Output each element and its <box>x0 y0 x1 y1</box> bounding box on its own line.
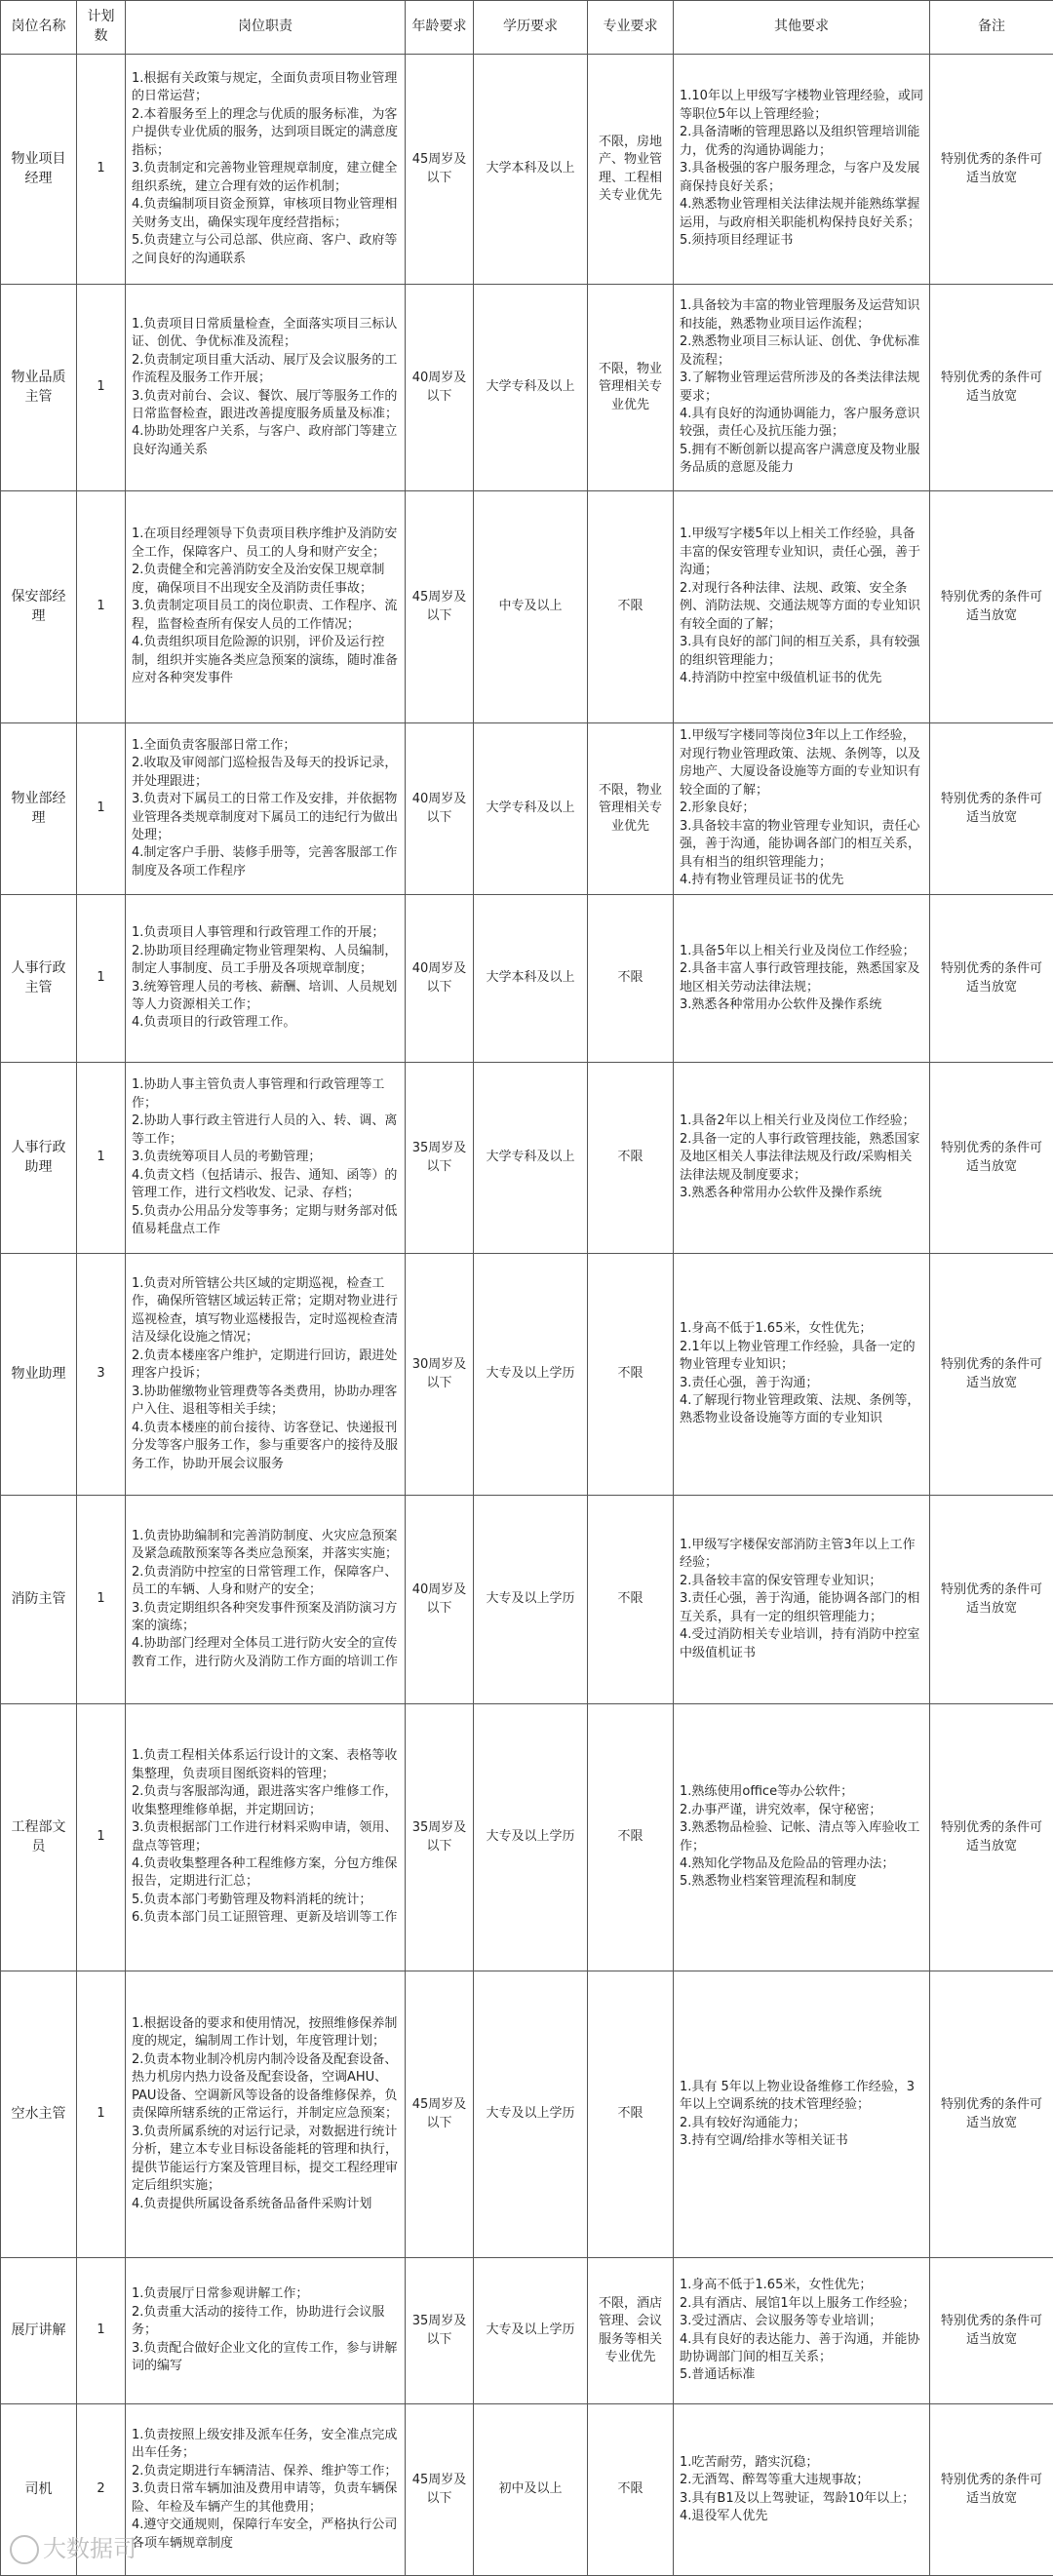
duties-cell-line: 3.负责根据部门工作进行材料采购申请，领用、盘点等管理； <box>132 1819 399 1855</box>
other-cell-line: 2.对现行各种法律、法规、政策、安全条例、消防法规、交通法规等方面的专业知识有较全面的了解； <box>680 580 923 634</box>
table-row <box>1 723 1053 895</box>
watermark <box>10 2529 136 2564</box>
duties-cell-line: 2.负责定期进行车辆清洁、保养、维护等工作； <box>132 2463 399 2480</box>
other-cell <box>674 1704 930 1971</box>
other-cell <box>674 491 930 723</box>
age-cell: 45周岁及以下 <box>406 491 474 723</box>
duties-cell-line: 4.遵守交通规则，保障行车安全，严格执行公司各项车辆规章制度 <box>132 2517 399 2553</box>
other-cell <box>674 1496 930 1704</box>
education-cell: 大学专科及以上 <box>474 1063 588 1254</box>
other-cell-line: 2.具备清晰的管理思路以及组织管理培训能力，优秀的沟通协调能力； <box>680 124 923 160</box>
duties-cell <box>126 2258 406 2404</box>
other-cell <box>674 723 930 895</box>
age-cell: 45周岁及以下 <box>406 55 474 285</box>
major-cell: 不限 <box>588 895 674 1063</box>
duties-cell-line: 2.协助项目经理确定物业管理架构、人员编制，制定人事制度、员工手册及各项规章制度； <box>132 943 399 979</box>
count-cell: 3 <box>77 1254 126 1496</box>
duties-cell <box>126 2404 406 2576</box>
duties-cell-line: 1.协助人事主管负责人事管理和行政管理等工作； <box>132 1076 399 1112</box>
other-cell-line: 1.10年以上甲级写字楼物业管理经验，或同等职位5年以上管理经验； <box>680 88 923 124</box>
age-cell: 45周岁及以下 <box>406 1971 474 2258</box>
header-row <box>1 1 1053 55</box>
education-cell: 大专及以上学历 <box>474 1254 588 1496</box>
count-cell: 1 <box>77 2258 126 2404</box>
count-cell: 1 <box>77 285 126 491</box>
education-cell: 大学专科及以上 <box>474 285 588 491</box>
major-cell: 不限 <box>588 1254 674 1496</box>
age-cell: 35周岁及以下 <box>406 2258 474 2404</box>
other-cell-line: 2.办事严谨，讲究效率，保守秘密； <box>680 1802 923 1819</box>
education-cell: 大专及以上学历 <box>474 1971 588 2258</box>
age-cell: 35周岁及以下 <box>406 1063 474 1254</box>
duties-cell-line: 2.负责本楼座客户维护，定期进行回访，跟进处理客户投诉； <box>132 1347 399 1384</box>
other-cell-line: 4.熟悉物业管理相关法律法规并能熟练掌握运用，与政府相关职能机构保持良好关系； <box>680 196 923 232</box>
position-cell: 空水主管 <box>1 1971 77 2258</box>
other-cell-line: 4.受过消防相关专业培训，持有消防中控室中级值机证书 <box>680 1626 923 1662</box>
duties-cell-line: 3.负责统筹项目人员的考勤管理； <box>132 1149 399 1166</box>
duties-cell-line: 5.负责办公用品分发等事务；定期与财务部对低值易耗盘点工作 <box>132 1203 399 1239</box>
duties-cell-line: 3.负责配合做好企业文化的宣传工作，参与讲解词的编写 <box>132 2340 399 2376</box>
other-cell-line: 3.熟悉各种常用办公软件及操作系统 <box>680 1185 923 1202</box>
table-row <box>1 1704 1053 1971</box>
duties-cell <box>126 1704 406 1971</box>
duties-cell-line: 2.负责消防中控室的日常管理工作，保障客户、员工的车辆、人身和财产的安全； <box>132 1564 399 1600</box>
age-cell: 40周岁及以下 <box>406 723 474 895</box>
duties-cell-line: 4.负责本楼座的前台接待、访客登记、快递报刊分发等客户服务工作，参与重要客户的接待及服务工作，协助开展会议服务 <box>132 1420 399 1473</box>
duties-cell-line: 2.协助人事行政主管进行人员的入、转、调、离等工作； <box>132 1112 399 1149</box>
other-cell-line: 1.身高不低于1.65米，女性优先； <box>680 1320 923 1338</box>
other-cell-line: 3.具备较丰富的物业管理专业知识，责任心强，善于沟通，能协调各部门的相互关系，具有相当的组织管理能力； <box>680 818 923 872</box>
other-cell-line: 1.具备2年以上相关行业及岗位工作经验； <box>680 1112 923 1130</box>
other-cell-line: 3.持有空调/给排水等相关证书 <box>680 2132 923 2150</box>
other-cell-line: 3.了解物业管理运营所涉及的各类法律法规要求； <box>680 370 923 406</box>
position-cell: 展厅讲解 <box>1 2258 77 2404</box>
count-cell: 1 <box>77 1971 126 2258</box>
duties-cell-line: 4.负责编制项目资金预算，审核项目物业管理相关财务支出，确保实现年度经营指标； <box>132 196 399 232</box>
duties-cell-line: 5.负责建立与公司总部、供应商、客户、政府等之间良好的沟通联系 <box>132 232 399 268</box>
table-row <box>1 2404 1053 2576</box>
duties-cell <box>126 1971 406 2258</box>
other-cell-line: 4.持有物业管理员证书的优先 <box>680 872 923 889</box>
watermark-logo-icon <box>10 2535 39 2564</box>
note-cell: 特别优秀的条件可适当放宽 <box>930 55 1053 285</box>
education-cell: 大专及以上学历 <box>474 2258 588 2404</box>
duties-cell-line: 3.负责所属系统的对运行记录，对数据进行统计分析，建立本专业目标设备能耗的管理和执行，提供节能运行方案及管理目标，提交工程经理审定后组织实施； <box>132 2124 399 2196</box>
count-cell: 1 <box>77 1063 126 1254</box>
count-cell: 1 <box>77 55 126 285</box>
other-cell-line: 4.熟知化学物品及危险品的管理办法； <box>680 1855 923 1873</box>
duties-cell-line: 1.全面负责客服部日常工作； <box>132 737 399 755</box>
duties-cell-line: 3.负责制定和完善物业管理规章制度，建立健全组织系统，建立合理有效的运作机制； <box>132 160 399 196</box>
position-cell: 人事行政主管 <box>1 895 77 1063</box>
header-position: 岗位名称 <box>1 1 77 55</box>
education-cell: 中专及以上 <box>474 491 588 723</box>
note-cell: 特别优秀的条件可适当放宽 <box>930 1971 1053 2258</box>
other-cell-line: 1.具备5年以上相关行业及岗位工作经验； <box>680 943 923 960</box>
position-cell: 消防主管 <box>1 1496 77 1704</box>
other-cell-line: 3.受过酒店、会议服务等专业培训； <box>680 2313 923 2330</box>
duties-cell-line: 1.负责工程相关体系运行设计的文案、表格等收集整理，负责项目图纸资料的管理； <box>132 1747 399 1783</box>
other-cell-line: 2.无酒驾、醉驾等重大违规事故； <box>680 2472 923 2489</box>
position-cell: 物业品质主管 <box>1 285 77 491</box>
duties-cell-line: 4.负责文档（包括请示、报告、通知、函等）的管理工作，进行文档收发、记录、存档； <box>132 1167 399 1203</box>
duties-cell-line: 3.负责日常车辆加油及费用申请等，负责车辆保险、年检及车辆产生的其他费用； <box>132 2480 399 2517</box>
duties-cell-line: 6.负责本部门员工证照管理、更新及培训等工作 <box>132 1909 399 1927</box>
major-cell: 不限 <box>588 1971 674 2258</box>
duties-cell-line: 1.根据有关政策与规定，全面负责项目物业管理的日常运营； <box>132 70 399 106</box>
major-cell: 不限，房地产、物业管理、工程相关专业优先 <box>588 55 674 285</box>
header-education: 学历要求 <box>474 1 588 55</box>
education-cell: 大学专科及以上 <box>474 723 588 895</box>
position-cell: 司机 <box>1 2404 77 2576</box>
duties-cell <box>126 723 406 895</box>
other-cell-line: 5.拥有不断创新以提高客户满意度及物业服务品质的意愿及能力 <box>680 442 923 478</box>
duties-cell <box>126 1496 406 1704</box>
count-cell: 1 <box>77 1704 126 1971</box>
major-cell: 不限 <box>588 1496 674 1704</box>
note-cell: 特别优秀的条件可适当放宽 <box>930 723 1053 895</box>
major-cell: 不限，物业管理相关专业优先 <box>588 723 674 895</box>
duties-cell-line: 3.协助催缴物业管理费等各类费用，协助办理客户入住、退租等相关手续； <box>132 1384 399 1420</box>
other-cell-line: 3.责任心强，善于沟通，能协调各部门的相互关系，具有一定的组织管理能力； <box>680 1590 923 1626</box>
duties-cell-line: 2.负责本物业制冷机房内制冷设备及配套设备、热力机房内热力设备及配套设备，空调AHU、PAU设备、空调新风等设备的设备维修保养，负责保障所辖系统的正常运行，并制定应急预案； <box>132 2051 399 2124</box>
count-cell: 2 <box>77 2404 126 2576</box>
other-cell-line: 3.具有B1及以上驾驶证，驾龄10年以上； <box>680 2490 923 2508</box>
age-cell: 45周岁及以下 <box>406 2404 474 2576</box>
header-note: 备注 <box>930 1 1053 55</box>
other-cell-line: 4.具有良好的表达能力、善于沟通，并能协助协调部门间的相互关系； <box>680 2331 923 2367</box>
other-cell-line: 3.熟悉物品检验、记帐、清点等入库验收工作； <box>680 1819 923 1855</box>
duties-cell-line: 3.负责定期组织各种突发事件预案及消防演习方案的演练； <box>132 1600 399 1636</box>
other-cell-line: 1.熟练使用office等办公软件； <box>680 1783 923 1801</box>
education-cell: 初中及以上 <box>474 2404 588 2576</box>
other-cell-line: 3.具有良好的部门间的相互关系，具有较强的组织管理能力； <box>680 634 923 670</box>
table-row <box>1 55 1053 285</box>
major-cell: 不限 <box>588 2404 674 2576</box>
other-cell-line: 4.了解现行物业管理政策、法规、条例等，熟悉物业设备设施等方面的专业知识 <box>680 1392 923 1428</box>
age-cell: 40周岁及以下 <box>406 1496 474 1704</box>
duties-cell-line: 2.负责健全和完善消防安全及治安保卫规章制度，确保项目不出现安全及消防责任事故； <box>132 562 399 598</box>
education-cell: 大专及以上学历 <box>474 1704 588 1971</box>
duties-cell-line: 4.负责组织项目危险源的识别，评价及运行控制，组织并实施各类应急预案的演练，随时准备应对各种突发事件 <box>132 634 399 687</box>
header-other: 其他要求 <box>674 1 930 55</box>
other-cell <box>674 1971 930 2258</box>
other-cell-line: 2.具有较好沟通能力； <box>680 2115 923 2132</box>
duties-cell-line: 2.收取及审阅部门巡检报告及每天的投诉记录，并处理跟进； <box>132 755 399 791</box>
duties-cell <box>126 55 406 285</box>
education-cell: 大专及以上学历 <box>474 1496 588 1704</box>
duties-cell-line: 2.本着服务至上的理念与优质的服务标准，为客户提供专业优质的服务，达到项目既定的满意度指标； <box>132 106 399 160</box>
other-cell-line: 1.甲级写字楼同等岗位3年以上工作经验，对现行物业管理政策、法规、条例等，以及房地产、大厦设备设施等方面的专业知识有较全面的了解； <box>680 727 923 800</box>
duties-cell-line: 4.协助部门经理对全体员工进行防火安全的宣传教育工作，进行防火及消防工作方面的培训工作 <box>132 1635 399 1671</box>
duties-cell-line: 5.负责本部门考勤管理及物料消耗的统计； <box>132 1892 399 1909</box>
age-cell: 30周岁及以下 <box>406 1254 474 1496</box>
position-cell: 物业部经理 <box>1 723 77 895</box>
other-cell-line: 4.持消防中控室中级值机证书的优先 <box>680 670 923 687</box>
other-cell <box>674 285 930 491</box>
duties-cell-line: 1.根据设备的要求和使用情况，按照维修保养制度的规定，编制周工作计划，年度管理计划； <box>132 2015 399 2051</box>
duties-cell-line: 1.负责按照上级安排及派车任务，安全准点完成出车任务； <box>132 2427 399 2463</box>
count-cell: 1 <box>77 491 126 723</box>
duties-cell-line: 4.协助处理客户关系，与客户、政府部门等建立良好沟通关系 <box>132 423 399 459</box>
duties-cell-line: 4.负责项目的行政管理工作。 <box>132 1014 399 1032</box>
table-row <box>1 2258 1053 2404</box>
duties-cell-line: 1.负责协助编制和完善消防制度、火灾应急预案及紧急疏散预案等各类应急预案，并落实实施； <box>132 1528 399 1564</box>
other-cell-line: 1.身高不低于1.65米，女性优先； <box>680 2277 923 2294</box>
other-cell <box>674 2258 930 2404</box>
major-cell: 不限，酒店管理、会议服务等相关专业优先 <box>588 2258 674 2404</box>
age-cell: 40周岁及以下 <box>406 895 474 1063</box>
other-cell-line: 3.具备极强的客户服务理念，与客户及发展商保持良好关系； <box>680 160 923 196</box>
duties-cell-line: 1.负责项目日常质量检查，全面落实项目三标认证、创优、争优标准及流程； <box>132 316 399 352</box>
duties-cell-line: 3.负责对下属员工的日常工作及安排，并依据物业管理各类规章制度对下属员工的违纪行为做出处理； <box>132 791 399 844</box>
header-age: 年龄要求 <box>406 1 474 55</box>
table-row <box>1 1254 1053 1496</box>
other-cell-line: 5.熟悉物业档案管理流程和制度 <box>680 1873 923 1891</box>
duties-cell-line: 3.负责对前台、会议、餐饮、展厅等服务工作的日常监督检查，跟进改善提度服务质量及标准； <box>132 388 399 424</box>
other-cell-line: 2.具备较丰富的保安管理专业知识； <box>680 1573 923 1590</box>
count-cell: 1 <box>77 723 126 895</box>
other-cell-line: 2.形象良好； <box>680 800 923 817</box>
note-cell: 特别优秀的条件可适当放宽 <box>930 2404 1053 2576</box>
age-cell: 35周岁及以下 <box>406 1704 474 1971</box>
header-count: 计划数 <box>77 1 126 55</box>
note-cell: 特别优秀的条件可适当放宽 <box>930 285 1053 491</box>
other-cell <box>674 1063 930 1254</box>
other-cell-line: 1.具备较为丰富的物业管理服务及运营知识和技能，熟悉物业项目运作流程； <box>680 297 923 333</box>
duties-cell <box>126 895 406 1063</box>
table-row <box>1 1971 1053 2258</box>
other-cell-line: 1.甲级写字楼保安部消防主管3年以上工作经验； <box>680 1537 923 1573</box>
other-cell-line: 3.熟悉各种常用办公软件及操作系统 <box>680 996 923 1014</box>
position-cell: 人事行政助理 <box>1 1063 77 1254</box>
other-cell-line: 4.退役军人优先 <box>680 2508 923 2525</box>
duties-cell-line: 4.负责提供所属设备系统备品备件采购计划 <box>132 2196 399 2213</box>
major-cell: 不限 <box>588 1704 674 1971</box>
other-cell-line: 5.普通话标准 <box>680 2366 923 2384</box>
header-duties: 岗位职责 <box>126 1 406 55</box>
duties-cell-line: 1.负责展厅日常参观讲解工作； <box>132 2285 399 2303</box>
table-row <box>1 1063 1053 1254</box>
table-row <box>1 1496 1053 1704</box>
other-cell-line: 1.吃苦耐劳，踏实沉稳； <box>680 2454 923 2472</box>
position-cell: 物业项目经理 <box>1 55 77 285</box>
other-cell-line: 2.熟悉物业项目三标认证、创优、争优标准及流程； <box>680 333 923 370</box>
major-cell: 不限 <box>588 491 674 723</box>
other-cell-line: 2.1年以上物业管理工作经验，具备一定的物业管理专业知识； <box>680 1339 923 1375</box>
header-major: 专业要求 <box>588 1 674 55</box>
note-cell: 特别优秀的条件可适当放宽 <box>930 1063 1053 1254</box>
watermark-text: 大数据司 <box>43 2535 136 2562</box>
duties-cell-line: 2.负责与客服部沟通，跟进落实客户维修工作，收集整理维修单据，并定期回访； <box>132 1783 399 1819</box>
other-cell <box>674 55 930 285</box>
table-row <box>1 491 1053 723</box>
other-cell-line: 1.甲级写字楼5年以上相关工作经验，具备丰富的保安管理专业知识，责任心强，善于沟通； <box>680 526 923 579</box>
position-cell: 物业助理 <box>1 1254 77 1496</box>
duties-cell-line: 4.负责收集整理各种工程维修方案，分包方维保报告，定期进行汇总； <box>132 1855 399 1892</box>
other-cell-line: 3.责任心强，善于沟通； <box>680 1375 923 1392</box>
duties-cell <box>126 1254 406 1496</box>
table-row <box>1 285 1053 491</box>
duties-cell-line: 4.制定客户手册、装修手册等，完善客服部工作制度及各项工作程序 <box>132 844 399 880</box>
duties-cell <box>126 285 406 491</box>
major-cell: 不限，物业管理相关专业优先 <box>588 285 674 491</box>
note-cell: 特别优秀的条件可适当放宽 <box>930 1254 1053 1496</box>
education-cell: 大学本科及以上 <box>474 55 588 285</box>
duties-cell <box>126 1063 406 1254</box>
other-cell-line: 1.具有 5年以上物业设备维修工作经验，3年以上空调系统的技术管理经验； <box>680 2079 923 2115</box>
position-cell: 工程部文员 <box>1 1704 77 1971</box>
major-cell: 不限 <box>588 1063 674 1254</box>
duties-cell-line: 3.统筹管理人员的考核、薪酬、培训、人员规划等人力资源相关工作； <box>132 979 399 1015</box>
duties-cell <box>126 491 406 723</box>
table-row <box>1 895 1053 1063</box>
count-cell: 1 <box>77 895 126 1063</box>
note-cell: 特别优秀的条件可适当放宽 <box>930 2258 1053 2404</box>
note-cell: 特别优秀的条件可适当放宽 <box>930 1496 1053 1704</box>
duties-cell-line: 2.负责重大活动的接待工作，协助进行会议服务； <box>132 2304 399 2340</box>
note-cell: 特别优秀的条件可适当放宽 <box>930 1704 1053 1971</box>
position-cell: 保安部经理 <box>1 491 77 723</box>
note-cell: 特别优秀的条件可适当放宽 <box>930 491 1053 723</box>
other-cell-line: 2.具备一定的人事行政管理技能，熟悉国家及地区相关人事法律法规及行政/采购相关法律法规及制度要求； <box>680 1131 923 1185</box>
other-cell <box>674 895 930 1063</box>
note-cell: 特别优秀的条件可适当放宽 <box>930 895 1053 1063</box>
other-cell-line: 5.须持项目经理证书 <box>680 232 923 250</box>
age-cell: 40周岁及以下 <box>406 285 474 491</box>
other-cell-line: 4.具有良好的沟通协调能力，客户服务意识较强，责任心及抗压能力强； <box>680 406 923 442</box>
education-cell: 大学本科及以上 <box>474 895 588 1063</box>
duties-cell-line: 2.负责制定项目重大活动、展厅及会议服务的工作流程及服务工作开展； <box>132 352 399 388</box>
count-cell: 1 <box>77 1496 126 1704</box>
other-cell <box>674 1254 930 1496</box>
duties-cell-line: 3.负责制定项目员工的岗位职责、工作程序、流程，监督检查所有保安人员的工作情况； <box>132 598 399 634</box>
duties-cell-line: 1.在项目经理领导下负责项目秩序维护及消防安全工作，保障客户、员工的人身和财产安全； <box>132 526 399 562</box>
other-cell <box>674 2404 930 2576</box>
duties-cell-line: 1.负责项目人事管理和行政管理工作的开展； <box>132 924 399 942</box>
other-cell-line: 2.具备丰富人事行政管理技能，熟悉国家及地区相关劳动法律法规； <box>680 960 923 996</box>
other-cell-line: 2.具有酒店、展馆1年以上服务工作经验； <box>680 2295 923 2313</box>
duties-cell-line: 1.负责对所管辖公共区域的定期巡视，检查工作，确保所管辖区域运转正常；定期对物业进行巡视检查，填写物业巡楼报告，定时巡视检查清洁及绿化设施之情况； <box>132 1275 399 1347</box>
